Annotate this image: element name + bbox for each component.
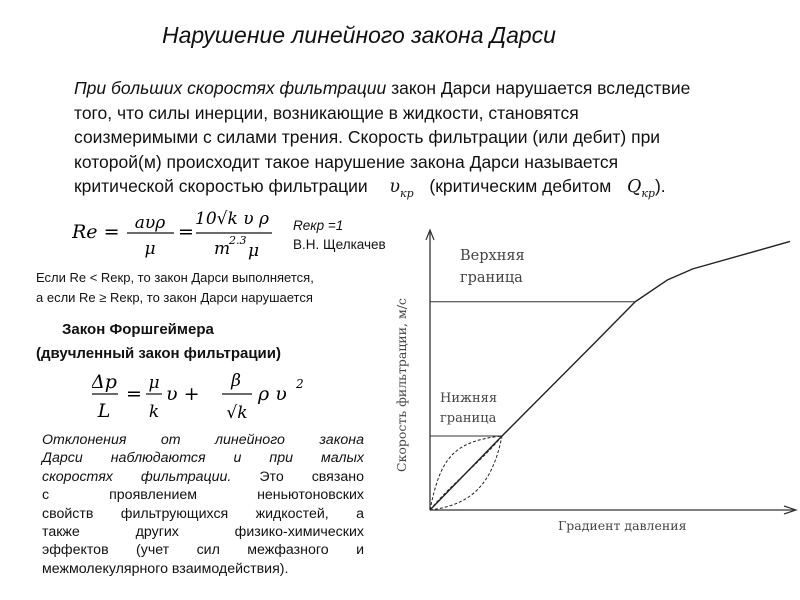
deviation-line: Дарси наблюдаются и при малых [42, 450, 364, 467]
filtration-chart [380, 220, 800, 536]
forchheimer-formula [92, 366, 312, 426]
ff-f1-den: k [148, 402, 160, 422]
critical-flow-symbol: $Q_{кр}$ [627, 177, 655, 200]
deviation-paragraph [42, 431, 364, 578]
ff-tail: ρ υ [258, 383, 287, 405]
re-frac1-num: aυρ [134, 213, 166, 233]
ff-lhs-den: L [97, 400, 111, 422]
upper-boundary-label-2: граница [460, 269, 523, 286]
re-frac1-den: μ [144, 239, 156, 259]
critical-re-note [293, 216, 386, 254]
re-condition [36, 268, 314, 308]
critical-re-value: Reкр =1 [293, 218, 344, 233]
ff-f2-den: √k [226, 403, 248, 423]
y-axis-label: Скорость фильтрации, м/с [394, 298, 409, 472]
re-frac2-den-m: m [214, 239, 231, 259]
intro-line-3: соизмеримыми с силами трения. Скорость фильтрации (или дебит) при [74, 127, 661, 147]
page-title: Нарушение линейного закона Дарси [162, 22, 556, 48]
ff-lhs-num: Δp [92, 371, 117, 393]
reynolds-formula [72, 204, 292, 264]
lower-boundary-label-1: Нижняя [440, 391, 498, 407]
x-axis-label: Градиент давления [558, 518, 687, 533]
upper-boundary-label-1: Верхняя [460, 247, 525, 264]
ff-v1: υ + [166, 383, 200, 405]
ff-f1-num: μ [148, 373, 160, 393]
ff-f2-num: β [231, 371, 241, 391]
deviation-line: свойств фильтрующихся жидкостей, а [42, 505, 364, 522]
ff-eq: = [126, 383, 142, 405]
intro-line-2: того, что силы инерции, возникающие в жидкости, становятся [74, 102, 579, 123]
re-frac2-den-exp: 2.3 [229, 234, 247, 247]
intro-line-5b: (критическим дебитом [429, 176, 612, 196]
deviation-line: эффектов (учет сил межфазного и [42, 542, 364, 559]
intro-italic: При больших скоростях фильтрации [74, 78, 387, 98]
forchheimer-subtitle: (двучленный закон фильтрации) [36, 345, 281, 362]
lower-boundary-label-2: граница [440, 411, 497, 427]
ff-exp: 2 [296, 377, 304, 391]
deviation-line: межмолекулярного взаимодействия). [42, 560, 289, 577]
deviation-line: Отклонения от линейного закона [42, 432, 364, 448]
intro-line-5a: критической скоростью фильтрации [74, 176, 368, 196]
intro-line-5c: ). [654, 176, 666, 196]
deviation-line: с проявлением неньютоновских [42, 487, 364, 504]
critical-velocity-symbol: $\upsilon_{кр}$ [389, 177, 414, 200]
re-condition-line-2: а если Re ≥ Reкр, то закон Дарси нарушается [36, 290, 313, 305]
intro-line-1: закон Дарси нарушается вследствие [386, 78, 691, 98]
deviation-line: скоростях фильтрации. Это связано [42, 468, 364, 485]
forchheimer-title: Закон Форшгеймера [62, 321, 214, 338]
deviation-line: также других физико-химических [42, 523, 364, 540]
critical-re-author: В.Н. Щелкачев [293, 237, 386, 252]
re-condition-line-1: Если Re < Reкр, то закон Дарси выполняется, [36, 270, 314, 285]
intro-line-4: которой(м) происходит такое нарушение закона Дарси называется [74, 151, 619, 172]
re-eq2: = [178, 221, 194, 243]
re-lhs: Re = [72, 221, 120, 243]
intro-paragraph [74, 76, 780, 199]
forchheimer-heading [36, 318, 281, 366]
re-frac2-den-mu: μ [248, 241, 260, 261]
chart-svg [380, 220, 800, 536]
re-frac2-num: 10√k υ ρ [195, 209, 269, 229]
